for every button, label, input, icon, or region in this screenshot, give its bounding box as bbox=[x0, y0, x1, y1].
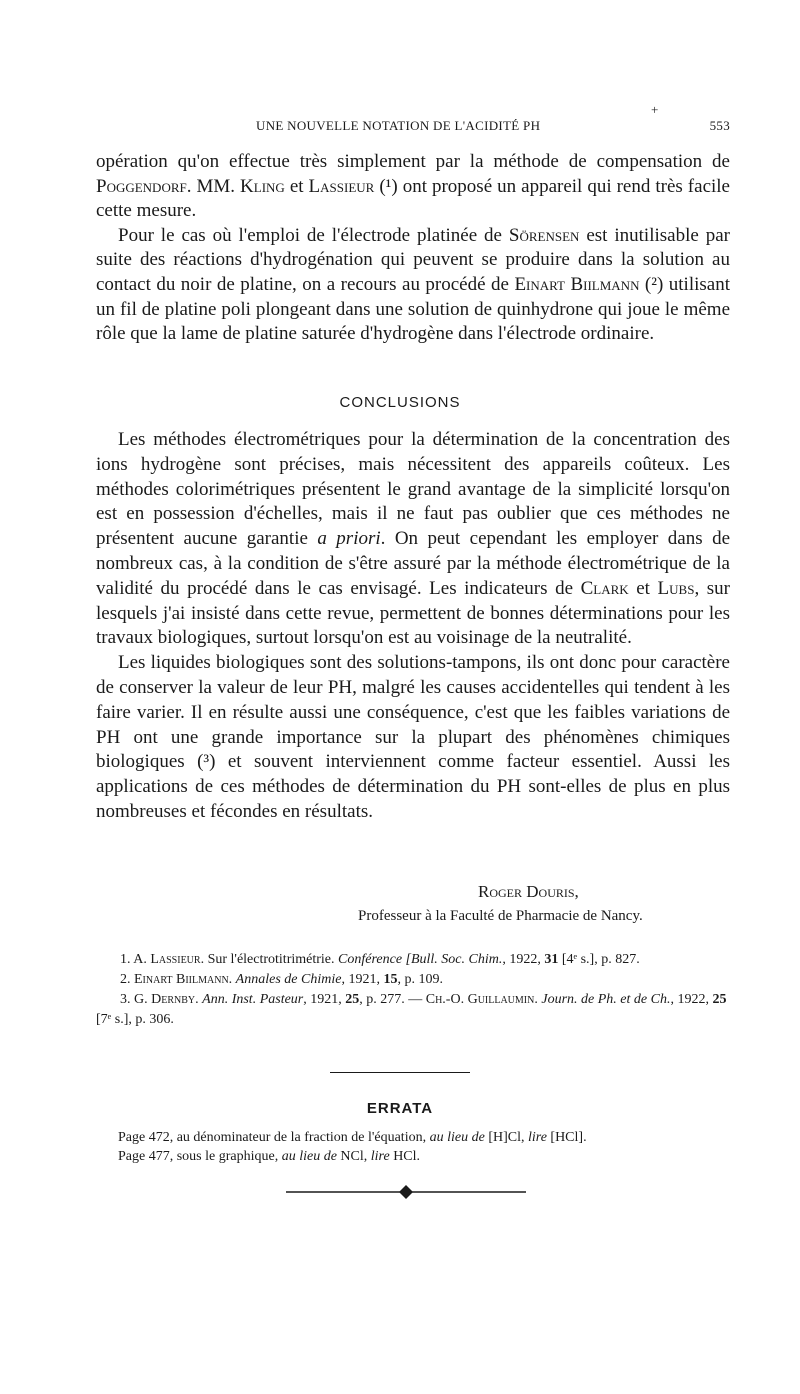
au-lieu-de: au lieu de bbox=[429, 1130, 485, 1145]
author-sorensen: Sörensen bbox=[508, 224, 580, 246]
footnote-3 bbox=[96, 990, 730, 1030]
footnote-1 bbox=[96, 950, 730, 970]
text-run: 2. bbox=[120, 972, 134, 987]
conclusions-paragraph-2: Les liquides biologiques sont des solutions-tampons, ils ont donc pour caractère de conserver la valeur de leur PH, malgré les causes accidentelles qui tendent à les faire varier. Il en résulte aussi une conséquence, c'est que les faibles variations de PH ont une grande importance sur la plupart des phénomènes chimiques biologiques (³) et souvent interviennent comme facteur essentiel. Aussi les applications de ces méthodes de détermination du PH sont-elles de plus en plus nombreuses et fécondes en résultats. bbox=[96, 652, 730, 822]
footnote-author: Ch.-O. Guillaumin bbox=[425, 992, 535, 1007]
text-run: , sur lesquels j'ai insisté dans cette revue, permettent de bonnes déterminations pour les travaux biologiques, surtout lorsqu'on est au voisinage de la neutralité. bbox=[96, 577, 730, 649]
footnote-author: Dernby bbox=[151, 992, 196, 1007]
text-run: , 1921, bbox=[303, 992, 346, 1007]
author-poggendorf: Poggendorf bbox=[96, 175, 187, 197]
text-run: et bbox=[628, 577, 658, 599]
page-number: 553 bbox=[709, 118, 730, 133]
text-run: Page 477, sous le graphique, bbox=[118, 1149, 282, 1164]
text-run: , 1922, bbox=[670, 992, 713, 1007]
text-run: Page 472, au dénominateur de la fraction de l'équation, bbox=[118, 1130, 430, 1145]
text-run: , 1922, bbox=[502, 952, 545, 967]
conclusions-text bbox=[96, 428, 730, 825]
footnote-journal: Journ. de Ph. et de Ch. bbox=[541, 992, 671, 1007]
signature-name: Roger Douris, bbox=[478, 882, 579, 901]
text-run: . bbox=[534, 992, 542, 1007]
footnote-volume: 31 bbox=[544, 952, 559, 967]
conclusions-heading: CONCLUSIONS bbox=[339, 394, 461, 411]
intro-paragraph-2 bbox=[96, 224, 730, 347]
author-kling: Kling bbox=[240, 175, 285, 197]
text-run: Pour le cas où l'emploi de l'électrode platinée de bbox=[118, 224, 509, 246]
intro-paragraph-1 bbox=[96, 150, 730, 224]
text-run: opération qu'on effectue très simplement par la méthode de compensation de bbox=[96, 151, 730, 172]
text-run: [H]Cl, bbox=[484, 1130, 528, 1145]
footnote-journal: Conférence [Bull. Soc. Chim. bbox=[338, 952, 503, 967]
text-run: Les méthodes électrométriques pour la détermination de la concentration des ions hydrogène sont précises, mais nécessitent des appareils coûteux. Les méthodes colorimétriques présentent le grand avantage de la simplicité lorsqu'on est en possession d'échelles, mais il ne faut pas oublier que ces méthodes ne présentent aucune garantie bbox=[96, 429, 730, 550]
footnote-volume: 15 bbox=[383, 972, 398, 987]
text-run: est inutilisable par suite des réactions d'hydrogénation qui peuvent se produire dans la solution au contact du noir de platine, on a recours au procédé de bbox=[96, 224, 730, 295]
text-run: . Sur l'électrotitrimétrie. bbox=[200, 952, 339, 967]
text-run: (²) utilisant un fil de platine poli plongeant dans une solution de quinhydrone qui joue le même rôle que la lame de platine saturée d'hydrogène dans l'électrode ordinaire. bbox=[96, 273, 730, 345]
signature-title: Professeur à la Faculté de Pharmacie de Nancy. bbox=[358, 908, 643, 924]
text-run: 1. A. bbox=[120, 952, 151, 967]
text-run: 3. G. bbox=[120, 992, 152, 1007]
text-run: . bbox=[228, 972, 236, 987]
errata-line-1 bbox=[118, 1128, 738, 1147]
text-run: , 1921, bbox=[341, 972, 384, 987]
errata-heading: ERRATA bbox=[366, 1100, 434, 1117]
footnote-volume: 25 bbox=[712, 992, 727, 1007]
au-lieu-de: au lieu de bbox=[281, 1149, 337, 1164]
text-run: , p. 109. bbox=[397, 972, 443, 987]
a-priori: a priori bbox=[317, 528, 381, 550]
text-run: et bbox=[284, 175, 309, 197]
lire: lire bbox=[370, 1149, 390, 1164]
conclusions-paragraph-1 bbox=[96, 428, 730, 651]
text-run: NCl, bbox=[336, 1149, 371, 1164]
footnote-author: Einart Biilmann bbox=[134, 972, 229, 987]
diamond-rule-ornament bbox=[286, 1184, 526, 1200]
footnotes bbox=[96, 950, 730, 1030]
plus-mark: + bbox=[651, 102, 659, 117]
footnote-2 bbox=[96, 970, 730, 990]
text-run: [HCl]. bbox=[546, 1130, 587, 1145]
errata-line-2 bbox=[118, 1147, 738, 1166]
author-lassieur: Lassieur bbox=[308, 175, 375, 197]
footnote-volume: 25 bbox=[345, 992, 360, 1007]
footnote-journal: Ann. Inst. Pasteur bbox=[202, 992, 304, 1007]
errata-text bbox=[118, 1128, 738, 1166]
text-run: . bbox=[195, 992, 203, 1007]
section-rule bbox=[330, 1072, 470, 1073]
author-biilmann: Einart Biilmann bbox=[514, 273, 640, 295]
footnote-journal: Annales de Chimie bbox=[235, 972, 342, 987]
text-run: [4ᵉ s.], p. 827. bbox=[558, 952, 640, 967]
author-clark: Clark bbox=[580, 577, 629, 599]
lire: lire bbox=[527, 1130, 547, 1145]
text-run: . MM. bbox=[186, 175, 241, 197]
text-run: [7ᵉ s.], p. 306. bbox=[96, 1012, 174, 1027]
text-run: , p. 277. — bbox=[359, 992, 426, 1007]
text-run: . On peut cependant les employer dans de nombreux cas, à la condition de s'être assuré par la méthode électrométrique de la validité du procédé dans le cas envisagé. Les indicateurs de bbox=[96, 528, 731, 599]
author-lubs: Lubs bbox=[657, 577, 695, 599]
intro-text bbox=[96, 150, 730, 347]
footnote-author: Lassieur bbox=[150, 952, 201, 967]
running-title: UNE NOUVELLE NOTATION DE L'ACIDITÉ PH bbox=[256, 118, 541, 133]
text-run: (¹) ont proposé un appareil qui rend très facile cette mesure. bbox=[96, 175, 730, 222]
text-run: HCl. bbox=[389, 1149, 421, 1164]
